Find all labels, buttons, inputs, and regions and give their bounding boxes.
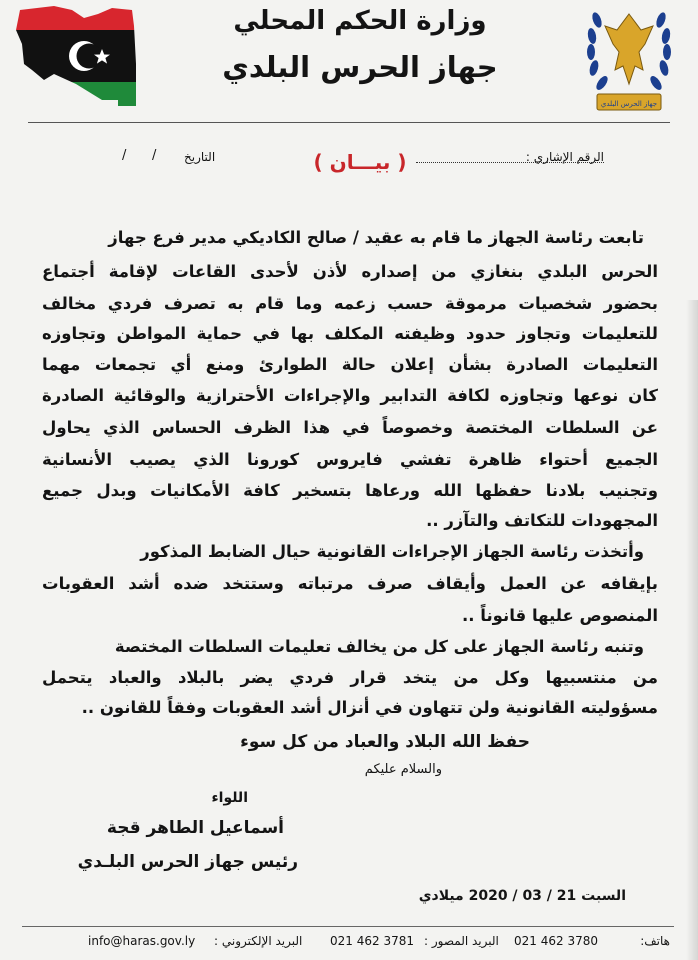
agency-title: جهاز الحرس البلدي bbox=[222, 50, 498, 84]
body-line: كان نوعها وتجاوزه لكافة التدابير والإجراءات الأحترازية والوقائية الصادرة bbox=[42, 386, 658, 405]
signature-rank: اللواء bbox=[211, 790, 248, 806]
page-edge-shadow bbox=[686, 300, 698, 960]
body-line: المنصوص عليها قانوناً .. bbox=[462, 606, 658, 625]
body-line: تابعت رئاسة الجهاز ما قام به عقيد / صالح الكاديكي مدير فرع جهاز bbox=[108, 228, 644, 247]
date-label: التاريخ bbox=[184, 150, 216, 164]
ministry-title: وزارة الحكم المحلي bbox=[233, 6, 487, 36]
body-line: بحضور شخصيات مرموقة حسب زعمه وما قام به تصرف فردي مخالف bbox=[42, 294, 658, 313]
body-line: التعليمات الصادرة بشأن إعلان حالة الطوارئ ومنع أي تجمعات مهما bbox=[42, 355, 658, 374]
body-line: مسؤوليته القانونية ولن تتهاون في أنزال أشد العقوبات وفقاً للقانون .. bbox=[81, 698, 658, 717]
body-line: وتنبه رئاسة الجهاز على كل من يخالف تعليمات السلطات المختصة bbox=[114, 637, 644, 656]
date-separator: / bbox=[152, 148, 157, 163]
body-line: الحرس البلدي بنغازي من إصداره لأذن لأحدى القاعات لإقامة أجتماع bbox=[42, 262, 658, 281]
body-line: المجهودات للتكاتف والتآزر .. bbox=[426, 511, 658, 530]
emblem-caption: جهاز الحرس البلدي bbox=[600, 100, 658, 108]
footer-phone: 021 462 3780 bbox=[514, 934, 598, 948]
body-line: الجميع أحتواء ظاهرة تفشي فايروس كورونا الذي يصيب الأنسانية bbox=[42, 450, 658, 469]
document-subject: ( بيـــان ) bbox=[313, 150, 407, 174]
reference-label: الرقم الإشاري : bbox=[525, 150, 604, 164]
footer-divider bbox=[22, 926, 674, 927]
body-line: بإيقافه عن العمل وأيقاف صرف مرتباته وستتخد ضده أشد العقوبات bbox=[42, 574, 658, 593]
footer-fax: 021 462 3781 bbox=[330, 934, 414, 948]
body-line: من منتسبيها وكل من يتخد قرار فردي يضر بالبلاد والعباد يتحمل bbox=[42, 668, 658, 687]
reference-dotted-line bbox=[416, 162, 604, 163]
footer-email-label: البريد الإلكتروني : bbox=[214, 934, 303, 948]
body-line: وأتخذت رئاسة الجهاز الإجراءات القانونية حيال الضابط المذكور bbox=[140, 542, 644, 561]
libya-flag-icon bbox=[14, 4, 140, 108]
body-line: عن السلطات المختصة وخصوصاً في هذا الظرف الحساس الذي يحاول bbox=[42, 418, 658, 437]
signature-name: أسماعيل الطاهر قجة bbox=[106, 818, 284, 838]
falcon-emblem-icon bbox=[583, 0, 675, 118]
issue-date: السبت 21 / 03 / 2020 ميلادي bbox=[418, 888, 626, 904]
date-separator: / bbox=[122, 148, 127, 163]
closing-greeting: والسلام عليكم bbox=[364, 762, 442, 777]
closing-prayer: حفظ الله البلاد والعباد من كل سوء bbox=[240, 732, 530, 752]
body-line: للتعليمات وتجاوز حدود وظيفته المكلف بها في حماية المواطن وتجاوزه bbox=[42, 324, 658, 343]
footer-fax-label: البريد المصور : bbox=[424, 934, 499, 948]
header-divider bbox=[28, 122, 670, 123]
footer-phone-label: هاتف: bbox=[640, 934, 670, 948]
signature-title: رئيس جهاز الحرس البلـدي bbox=[77, 852, 298, 872]
footer-email[interactable]: info@haras.gov.ly bbox=[88, 934, 196, 948]
body-line: وتجنيب بلادنا حفظها الله ورعاها بتسخير كافة الأمكانيات وبدل جميع bbox=[42, 481, 658, 500]
